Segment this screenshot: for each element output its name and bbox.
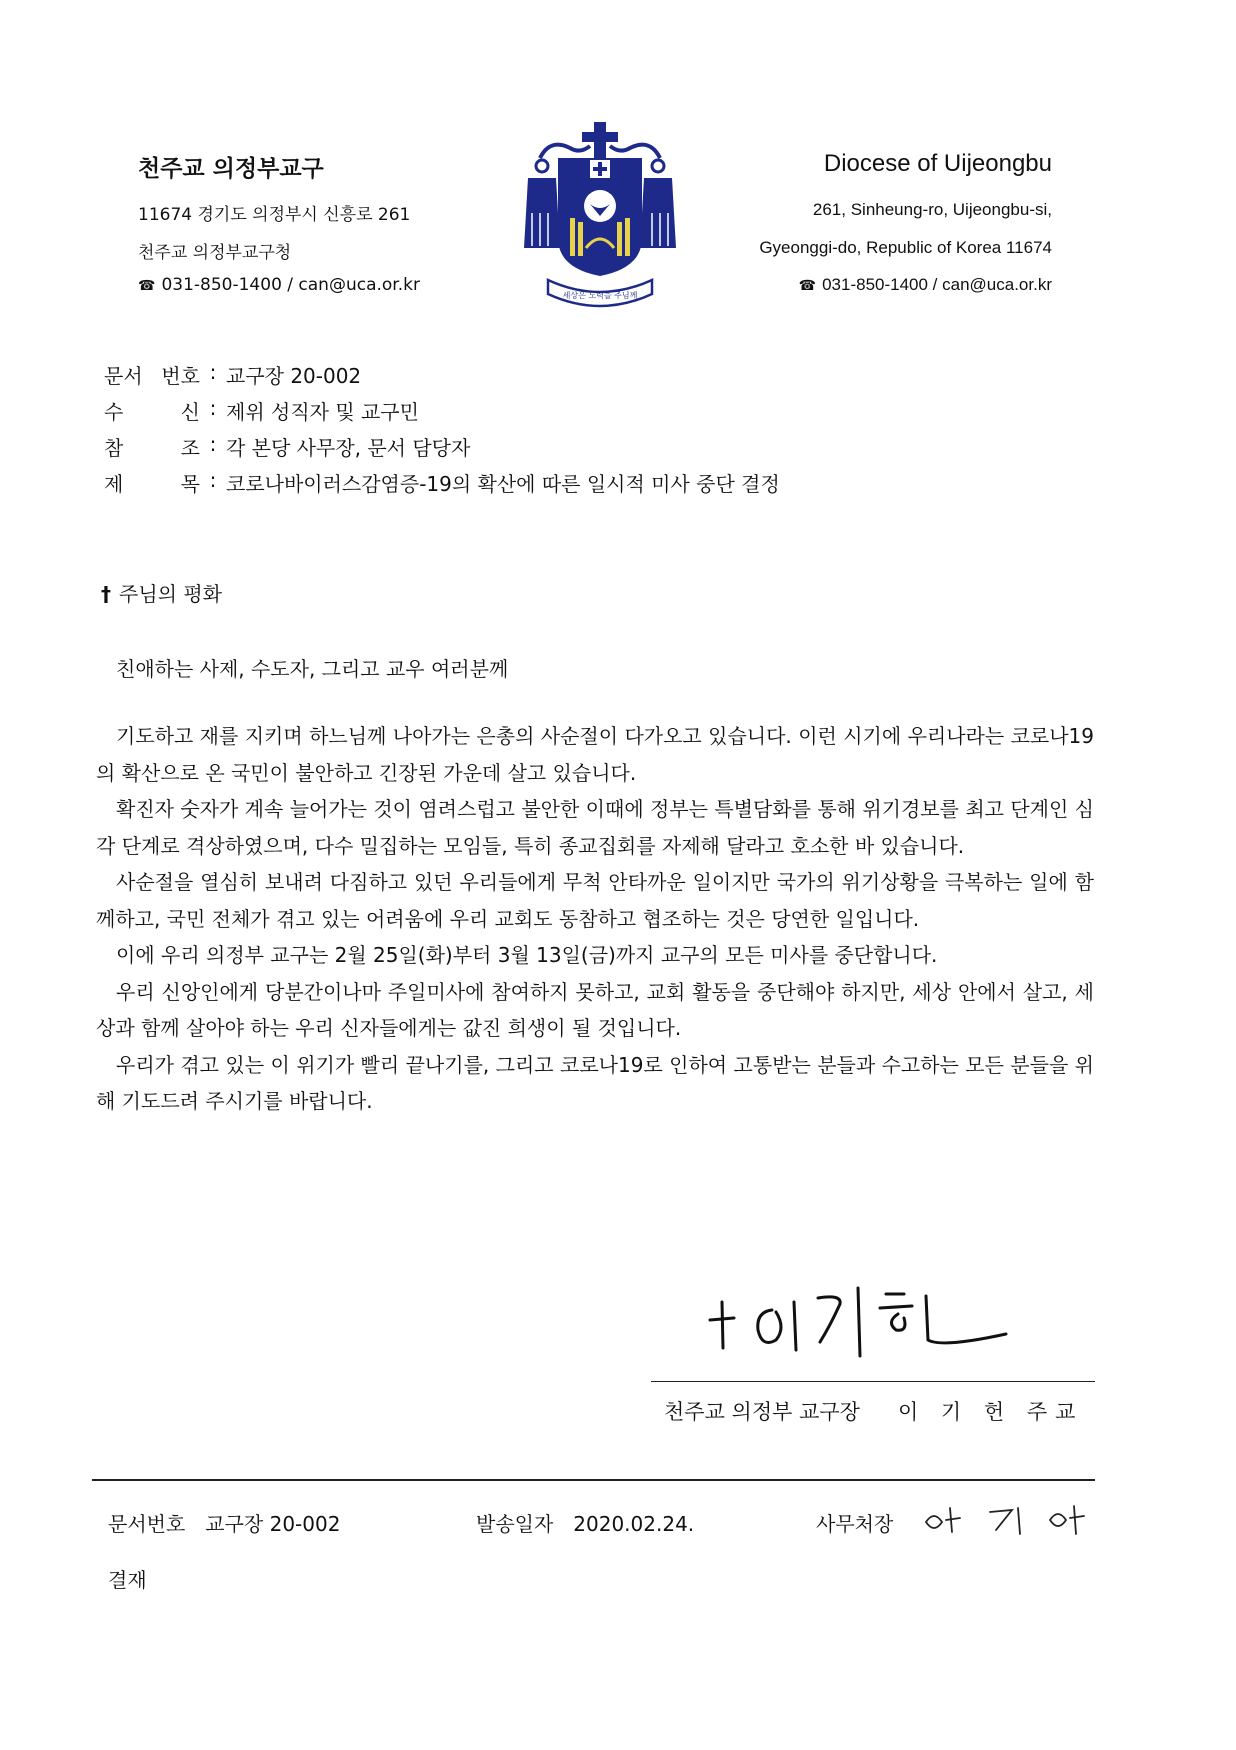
footer-doc-value: 교구장 20-002 [205,1512,341,1536]
address-en-line2: Gyeonggi-do, Republic of Korea 11674 [759,238,1052,257]
diocese-crest-icon [520,118,680,318]
meta-value: 코로나바이러스감염증-19의 확산에 따른 일시적 미사 중단 결정 [226,472,780,496]
footer-divider [92,1479,1095,1481]
office-chief-signature [920,1500,1090,1540]
meta-doc-number: 문서 번호 : 교구장 20-002 [104,360,362,388]
footer-doc-number [108,1508,340,1537]
contact-en-text: 031-850-1400 / can@uca.or.kr [822,275,1052,294]
meta-value: 교구장 20-002 [226,364,362,388]
phone-icon: ☎ [138,278,156,294]
body-paragraph: 우리 신앙인에게 당분간이나마 주일미사에 참여하지 못하고, 교회 활동을 중단해야 하지만, 세상 안에서 살고, 세상과 함께 살아야 하는 우리 신자들에게는 값진 희생이 될 것입니다. [96,979,1094,1040]
footer-date-label: 발송일자 [476,1512,554,1536]
contact-en [799,275,1052,295]
signature-caption [664,1396,1083,1426]
signature-name: 이 기 헌 주교 [897,1400,1084,1424]
cross-icon: † [101,582,111,606]
body-paragraph: 기도하고 재를 지키며 하느님께 나아가는 은총의 사순절이 다가오고 있습니다. 이런 시기에 우리나라는 코로나19의 확산으로 온 국민이 불안하고 긴장된 가운데 살고 있습니다. [96,724,1094,785]
meta-label: 문서 번호 [104,364,200,388]
footer-office-label: 사무처장 [816,1512,894,1536]
footer-doc-label: 문서번호 [108,1512,186,1536]
body-paragraph: 우리가 겪고 있는 이 위기가 빨리 끝나기를, 그리고 코로나19로 인하여 고통받는 분들과 수고하는 모든 분들을 위해 기도드려 주시기를 바랍니다. [96,1052,1094,1113]
contact-ko [138,275,420,295]
meta-reference: 참 조 : 각 본당 사무장, 문서 담당자 [104,432,471,460]
body-paragraph: 사순절을 열심히 보내려 다짐하고 있던 우리들에게 무척 안타까운 일이지만 국가의 위기상황을 극복하는 일에 함께하고, 국민 전체가 겪고 있는 어려움에 우리 교회도 동참하고 협조하는 것은 당연한 일입니다. [96,870,1094,931]
body-paragraph: 확진자 숫자가 계속 늘어가는 것이 염려스럽고 불안한 이때에 정부는 특별담화를 통해 위기경보를 최고 단계인 심각 단계로 격상하였으며, 다수 밀집하는 모임들, 특히 종교집회를 자제해 달라고 호소한 바 있습니다. [96,797,1094,858]
phone-icon: ☎ [798,277,817,293]
greeting-text: 주님의 평화 [119,582,222,606]
diocese-name-ko: 천주교 의정부교구 [138,156,324,182]
footer-approval-label: 결재 [108,1568,147,1592]
bishop-handwritten-signature [690,1270,1020,1370]
footer-date [476,1508,694,1537]
meta-value: 각 본당 사무장, 문서 담당자 [226,436,471,460]
contact-ko-text: 031-850-1400 / can@uca.or.kr [161,275,420,295]
office-ko: 천주교 의정부교구청 [138,243,292,263]
signature-title: 천주교 의정부 교구장 [664,1400,860,1424]
address-en-line1: 261, Sinheung-ro, Uijeongbu-si, [812,200,1052,219]
signature-line [651,1381,1095,1382]
address-ko: 11674 경기도 의정부시 신흥로 261 [138,205,411,225]
meta-label: 수 신 [104,400,200,424]
meta-subject: 제 목 : 코로나바이러스감염증-19의 확산에 따른 일시적 미사 중단 결정 [104,468,780,496]
body-paragraph: 이에 우리 의정부 교구는 2월 25일(화)부터 3월 13일(금)까지 교구의 모든 미사를 중단합니다. [116,943,938,967]
diocese-name-en: Diocese of Uijeongbu [823,150,1052,177]
greeting [101,578,222,607]
crest-motto: 세상은 노력을 주님께 [562,291,638,300]
letter-body [96,718,1094,1120]
meta-value: 제위 성직자 및 교구민 [226,400,419,424]
salutation: 친애하는 사제, 수도자, 그리고 교우 여러분께 [116,657,509,681]
meta-label: 참 조 [104,436,200,460]
meta-label: 제 목 [104,472,200,496]
footer-date-value: 2020.02.24. [573,1512,695,1536]
meta-recipient: 수 신 : 제위 성직자 및 교구민 [104,396,419,424]
